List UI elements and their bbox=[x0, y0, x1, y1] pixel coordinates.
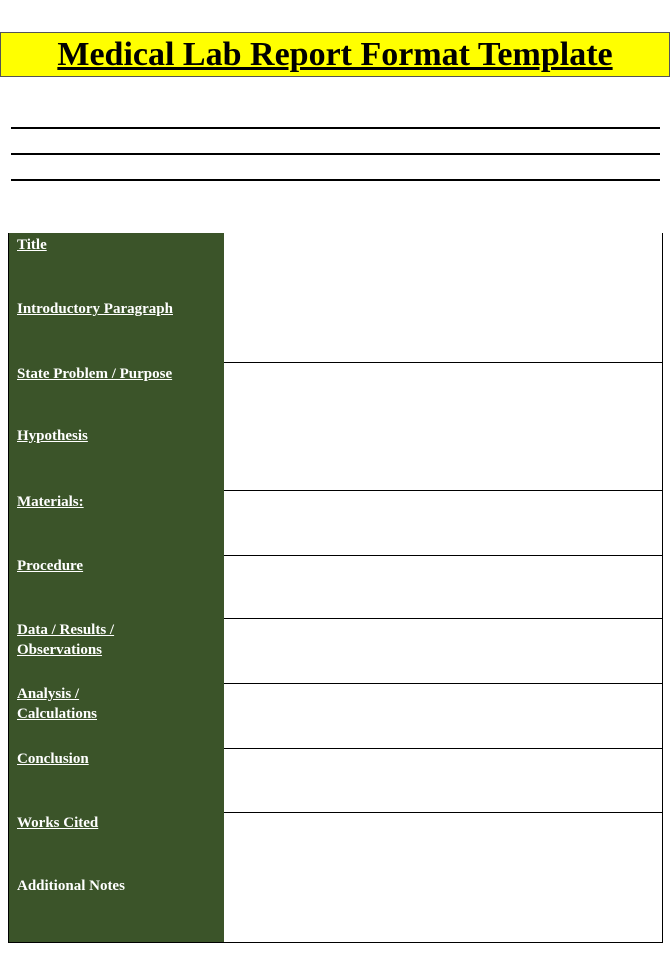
table-row bbox=[9, 362, 663, 490]
section-label-cell bbox=[9, 748, 224, 812]
section-label-cell bbox=[9, 555, 224, 618]
section-label-materials: Materials: bbox=[17, 494, 84, 510]
section-label-intro: Introductory Paragraph bbox=[17, 301, 173, 317]
section-label-data: Data / Results / Observations bbox=[17, 622, 115, 658]
section-label-conclusion: Conclusion bbox=[17, 751, 89, 767]
section-label-procedure: Procedure bbox=[17, 558, 84, 574]
section-label-cell bbox=[9, 812, 224, 942]
section-label-problem: State Problem / Purpose bbox=[17, 366, 173, 382]
table-row bbox=[9, 812, 663, 942]
section-input-area[interactable] bbox=[224, 683, 663, 748]
section-input-area[interactable] bbox=[224, 362, 663, 490]
section-label-hypothesis: Hypothesis bbox=[17, 428, 88, 444]
section-input-area[interactable] bbox=[224, 618, 663, 683]
table-row bbox=[9, 748, 663, 812]
title-banner bbox=[0, 32, 670, 77]
section-label-analysis: Analysis / Calculations bbox=[17, 686, 98, 722]
section-label-cell bbox=[9, 362, 224, 490]
section-input-area[interactable] bbox=[224, 490, 663, 555]
table-row bbox=[9, 233, 663, 362]
section-input-area[interactable] bbox=[224, 812, 663, 942]
section-input-area[interactable] bbox=[224, 555, 663, 618]
table-row bbox=[9, 683, 663, 748]
blank-line-1 bbox=[11, 127, 660, 129]
section-label-cell bbox=[9, 683, 224, 748]
section-label-cell bbox=[9, 233, 224, 362]
section-label-cell bbox=[9, 490, 224, 555]
table-row bbox=[9, 618, 663, 683]
section-label-notes: Additional Notes bbox=[17, 878, 125, 894]
table-row bbox=[9, 490, 663, 555]
section-input-area[interactable] bbox=[224, 748, 663, 812]
section-input-area[interactable] bbox=[224, 233, 663, 362]
section-label-cell bbox=[9, 618, 224, 683]
blank-line-3 bbox=[11, 179, 660, 181]
report-table bbox=[8, 233, 663, 943]
table-row bbox=[9, 555, 663, 618]
section-label-title: Title bbox=[17, 237, 47, 253]
section-label-works-cited: Works Cited bbox=[17, 815, 99, 831]
blank-line-2 bbox=[11, 153, 660, 155]
page-title: Medical Lab Report Format Template bbox=[57, 35, 613, 73]
